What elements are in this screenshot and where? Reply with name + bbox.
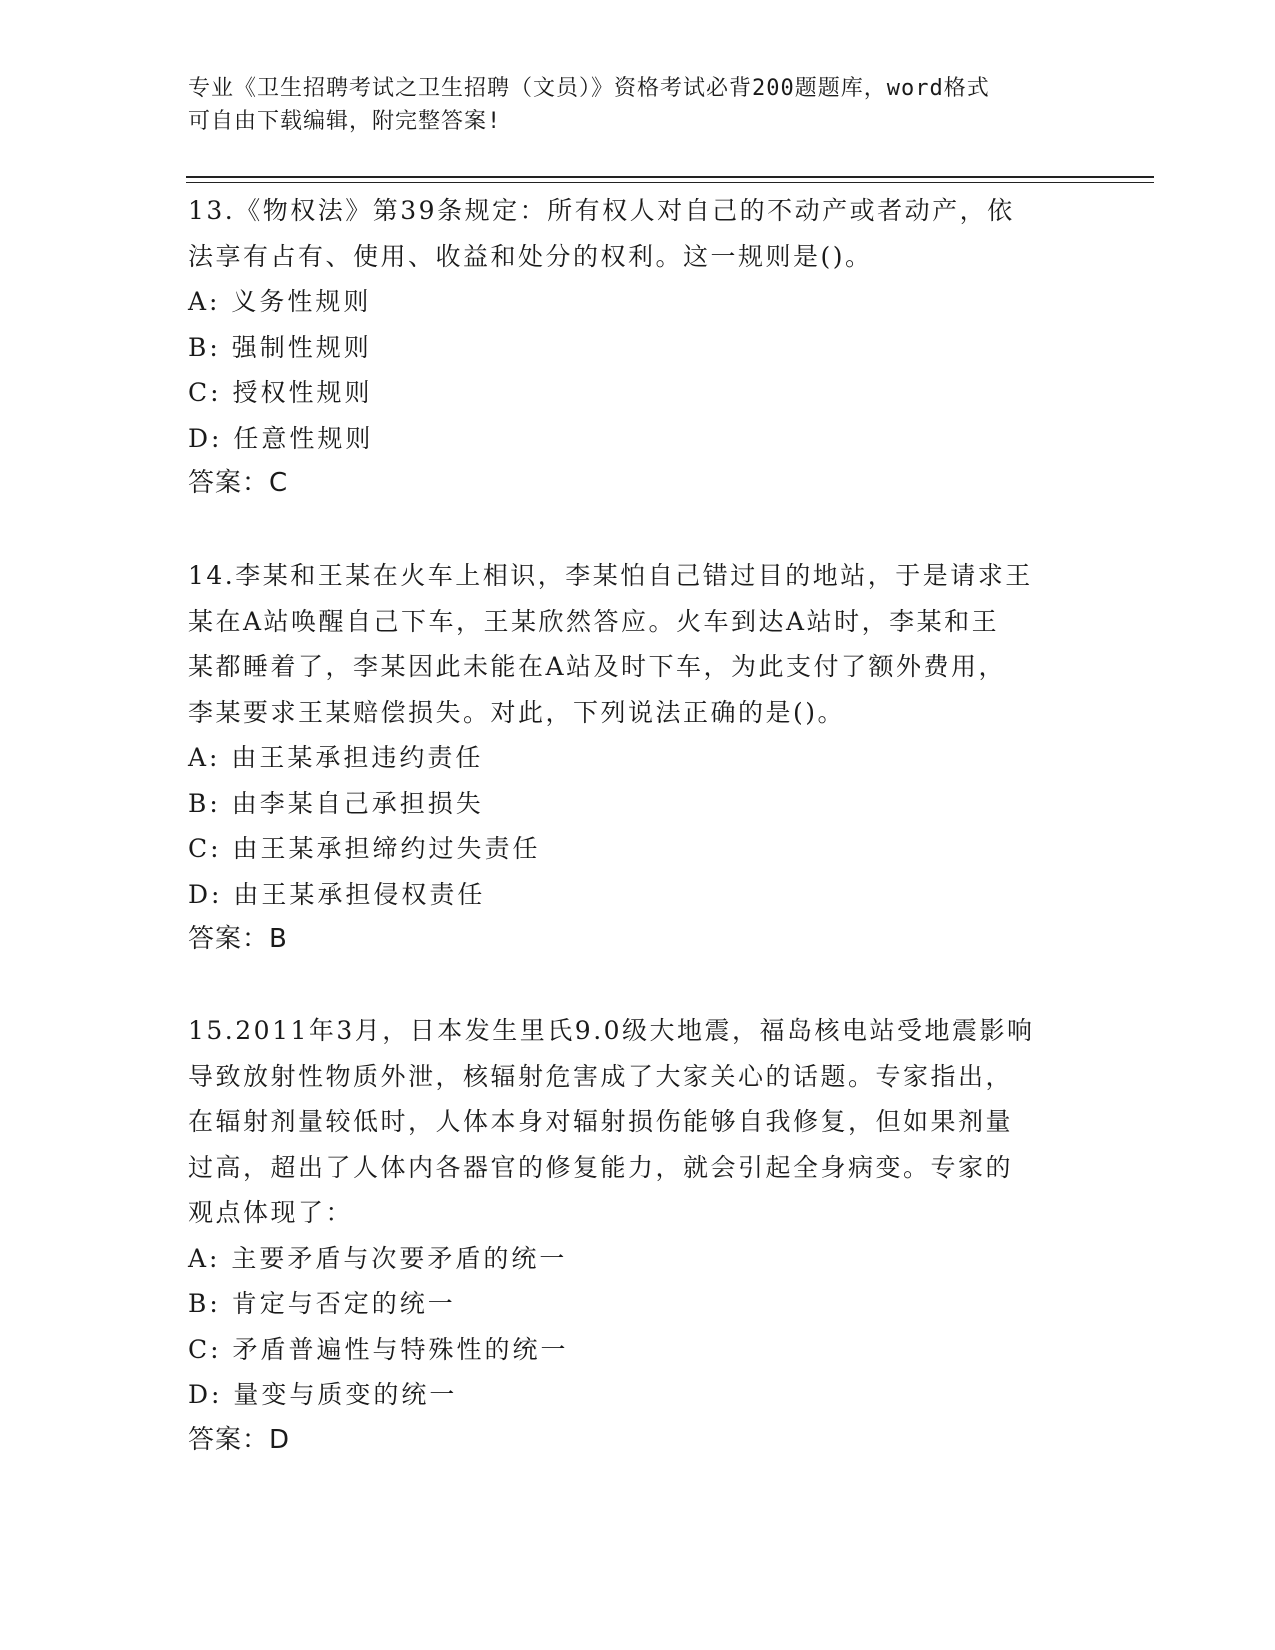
question-stem-line: 导致放射性物质外泄，核辐射危害成了大家关心的话题。专家指出， <box>188 1061 1014 1091</box>
answer-line: 答案：B <box>188 924 288 954</box>
question-stem-line: 13.《物权法》第39条规定：所有权人对自己的不动产或者动产，依 <box>188 196 1015 225</box>
header-line-1: 专业《卫生招聘考试之卫生招聘（文员）》资格考试必背200题题库，word格式 <box>188 76 990 101</box>
option-c: C: 由王某承担缔约过失责任 <box>188 834 541 863</box>
option-a: A: 义务性规则 <box>188 287 372 316</box>
option-b: B: 肯定与否定的统一 <box>188 1289 456 1318</box>
question-stem-line: 14.李某和王某在火车上相识，李某怕自己错过目的地站，于是请求王 <box>188 561 1033 590</box>
option-d: D: 由王某承担侵权责任 <box>188 879 486 909</box>
question-13 <box>188 188 1088 507</box>
question-stem-line: 15.2011年3月，日本发生里氏9.0级大地震，福岛核电站受地震影响 <box>188 1016 1035 1045</box>
question-stem-line: 在辐射剂量较低时，人体本身对辐射损伤能够自我修复，但如果剂量 <box>188 1107 1014 1136</box>
question-stem-line: 某在A站唤醒自己下车，王某欣然答应。火车到达A站时，李某和王 <box>188 606 1000 636</box>
header-divider-thick <box>186 176 1154 178</box>
option-a: A: 由王某承担违约责任 <box>188 743 484 772</box>
question-14 <box>188 553 1088 963</box>
question-15 <box>188 1008 1088 1463</box>
question-stem-line: 李某要求王某赔偿损失。对此，下列说法正确的是()。 <box>188 697 846 727</box>
question-stem-line: 观点体现了： <box>188 1198 354 1227</box>
answer-line: 答案：D <box>188 1424 291 1455</box>
question-stem-line: 过高，超出了人体内各器官的修复能力，就会引起全身病变。专家的 <box>188 1152 1014 1182</box>
option-b: B: 由李某自己承担损失 <box>188 788 484 818</box>
header-divider-thin <box>186 182 1154 183</box>
document-header <box>188 72 1088 138</box>
option-c: C: 授权性规则 <box>188 378 373 407</box>
option-d: D: 任意性规则 <box>188 423 374 453</box>
option-a: A: 主要矛盾与次要矛盾的统一 <box>188 1243 568 1273</box>
header-line-2: 可自由下载编辑，附完整答案! <box>188 109 502 134</box>
answer-line: 答案：C <box>188 468 289 498</box>
option-c: C: 矛盾普遍性与特殊性的统一 <box>188 1334 569 1364</box>
option-b: B: 强制性规则 <box>188 332 372 362</box>
question-stem-line: 某都睡着了，李某因此未能在A站及时下车，为此支付了额外费用， <box>188 652 1007 681</box>
question-stem-line: 法享有占有、使用、收益和处分的权利。这一规则是()。 <box>188 241 873 271</box>
option-d: D: 量变与质变的统一 <box>188 1380 458 1409</box>
